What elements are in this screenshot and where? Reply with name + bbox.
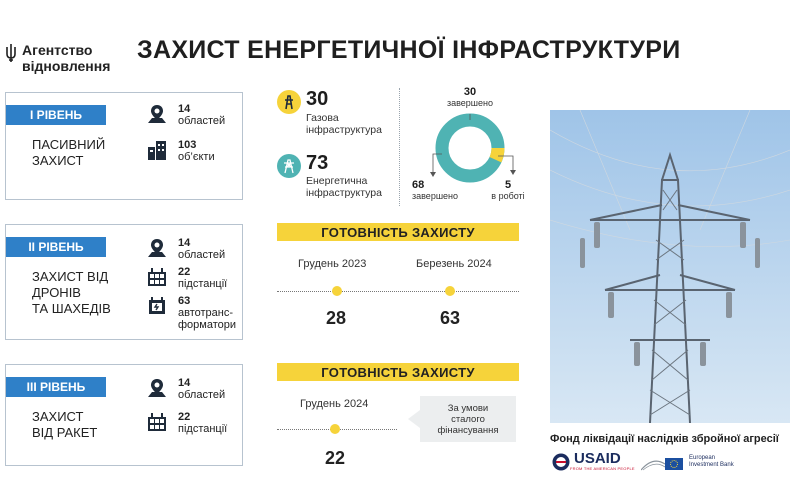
timeline-dot	[445, 286, 455, 296]
timeline-date: Березень 2024	[416, 258, 492, 270]
level-badge: III РІВЕНЬ	[6, 377, 106, 397]
usaid-word: USAID	[574, 450, 621, 467]
timeline-value: 22	[325, 448, 346, 468]
stat-value: 22	[178, 266, 191, 278]
stat-transformers	[146, 295, 236, 331]
energy-label-line: інфраструктура	[306, 187, 382, 199]
donut-right-label: в роботі	[491, 191, 525, 201]
energy-label-line: Енергетична	[306, 175, 368, 187]
donut-right-value: 5	[504, 179, 512, 191]
note-pointer	[408, 410, 420, 428]
stat-value: 14	[178, 377, 191, 389]
donut-top-value: 30	[463, 86, 477, 98]
level-card-2	[5, 224, 243, 340]
stat-regions	[146, 237, 225, 261]
donut-arrow-left	[430, 172, 436, 177]
stat-value: 22	[178, 411, 191, 423]
level-title-line: ПАСИВНИЙ	[32, 137, 106, 152]
buildings-icon	[146, 139, 168, 161]
energy-value: 73	[306, 152, 329, 174]
level-card-1	[5, 92, 243, 200]
usaid-seal-icon	[552, 453, 570, 471]
level-card-3	[5, 364, 243, 466]
power-tower-photo	[550, 110, 790, 423]
note-line: За умови	[447, 402, 489, 414]
substation-icon	[146, 411, 168, 433]
donut-label-left	[412, 179, 459, 201]
map-pin-icon	[146, 103, 168, 125]
donut-label-right	[482, 179, 534, 201]
level-title-line: ВІД РАКЕТ	[32, 425, 98, 440]
level-title	[32, 269, 111, 317]
stat-label: областей	[178, 389, 226, 401]
agency-logo	[6, 42, 110, 74]
level-title-line: ЗАХИСТ	[32, 409, 84, 424]
transformer-icon	[146, 295, 168, 317]
stat-value: 63	[178, 295, 191, 307]
level-title-line: ДРОНІВ	[32, 285, 81, 300]
stat-label: підстанції	[178, 278, 228, 290]
gas-value: 30	[306, 88, 329, 110]
timeline-value: 63	[440, 308, 461, 328]
timeline-dot	[330, 424, 340, 434]
divider	[399, 88, 400, 206]
gas-label	[306, 112, 382, 136]
agency-line2: відновлення	[22, 58, 111, 74]
donut-arrow-right	[510, 170, 516, 175]
level-title	[32, 137, 105, 169]
stat-label: підстанції	[178, 423, 228, 435]
stat-regions	[146, 377, 225, 401]
level-title-line: ТА ШАХЕДІВ	[32, 301, 111, 316]
stat-label: форматори	[178, 319, 237, 331]
stat-value: 14	[178, 237, 191, 249]
eib-line: European	[689, 455, 716, 461]
fund-name: Фонд ліквідації наслідків збройної агресії	[550, 433, 779, 445]
gas-label-line: інфраструктура	[306, 124, 382, 136]
stat-substations	[146, 266, 227, 290]
funding-note	[420, 396, 516, 442]
substation-icon	[146, 266, 168, 288]
gas-tower-icon	[277, 90, 301, 114]
stat-regions	[146, 103, 225, 127]
level-badge: II РІВЕНЬ	[6, 237, 106, 257]
level-badge: I РІВЕНЬ	[6, 105, 106, 125]
agency-line1: Агентство	[22, 42, 93, 58]
map-pin-icon	[146, 377, 168, 399]
stat-label: областей	[178, 249, 226, 261]
readiness-banner: ГОТОВНІСТЬ ЗАХИСТУ	[277, 223, 519, 241]
note-line: фінансування	[437, 424, 499, 436]
timeline-value: 28	[326, 308, 347, 328]
donut-top-label: завершено	[446, 98, 494, 108]
stat-value: 103	[178, 139, 197, 151]
stat-objects	[146, 139, 215, 163]
eib-logo	[641, 452, 734, 472]
eib-line: Investment Bank	[689, 462, 734, 468]
donut-segment-in-progress	[495, 148, 498, 160]
stat-label: автотранс-	[178, 307, 234, 319]
usaid-tagline: FROM THE AMERICAN PEOPLE	[570, 466, 635, 471]
donut-label-top	[440, 86, 500, 108]
map-pin-icon	[146, 237, 168, 259]
level-title	[32, 409, 97, 441]
readiness-banner: ГОТОВНІСТЬ ЗАХИСТУ	[277, 363, 519, 381]
power-tower-icon	[277, 154, 301, 178]
stat-label: об’єкти	[178, 151, 215, 163]
stat-substations	[146, 411, 227, 435]
note-line: сталого	[451, 413, 485, 425]
gas-label-line: Газова	[306, 112, 339, 124]
donut-left-value: 68	[412, 179, 425, 191]
stat-label: областей	[178, 115, 226, 127]
timeline-line	[277, 291, 519, 292]
donut-left-label: завершено	[412, 191, 459, 201]
energy-label	[306, 175, 382, 199]
timeline-dot	[332, 286, 342, 296]
donut-segment-done	[442, 120, 498, 176]
timeline-date: Грудень 2024	[300, 398, 369, 410]
eib-emblem-icon	[641, 452, 685, 472]
usaid-logo	[552, 452, 635, 471]
level-title-line: ЗАХИСТ ВІД	[32, 269, 109, 284]
level-title-line: ЗАХИСТ	[32, 153, 84, 168]
page-title: ЗАХИСТ ЕНЕРГЕТИЧНОЇ ІНФРАСТРУКТУРИ	[137, 36, 681, 64]
trident-icon	[6, 44, 16, 62]
stat-value: 14	[178, 103, 191, 115]
timeline-date: Грудень 2023	[298, 258, 367, 270]
